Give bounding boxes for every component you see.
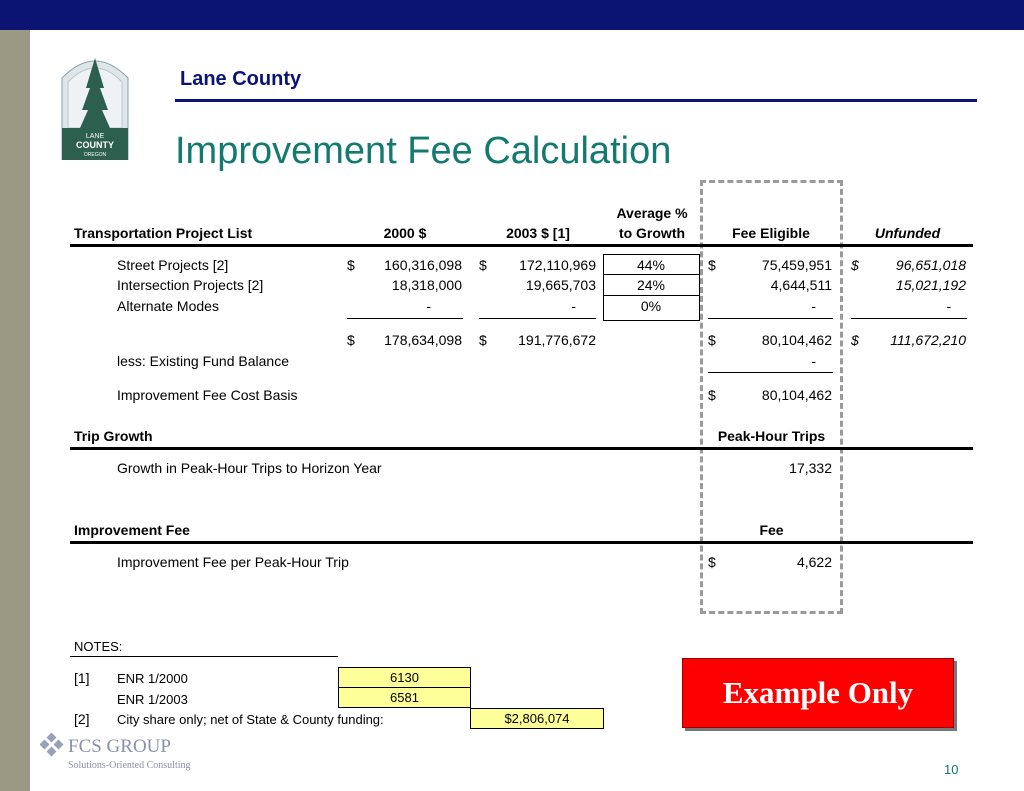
row-alternate-unf: - [946,298,951,314]
header-avg-line1: Average % [616,205,688,221]
row-intersection-fee: 4,644,511 [770,277,832,293]
table2-header-rule [70,447,973,450]
note1b-label: ENR 1/2003 [117,692,188,707]
total-unf: 111,672,210 [890,332,966,348]
growth-trips-label: Growth in Peak-Hour Trips to Horizon Year [117,460,382,476]
header-unfunded: Unfunded [874,225,941,241]
header-fee-eligible: Fee Eligible [732,225,810,241]
subtotal-rule-2003 [479,318,596,319]
row-alternate-2003: - [571,298,576,314]
note2-label: City share only; net of State & County funding: [117,712,384,727]
subtotal-rule-2000 [347,318,463,319]
less-fund-label: less: Existing Fund Balance [117,353,289,369]
fee-per-trip-sym: $ [708,554,716,570]
row-alternate-fee: - [811,298,816,314]
note1b-value: 6581 [338,687,471,708]
row-alternate-2000: - [426,298,431,314]
lane-county-logo [58,48,132,160]
peak-hour-trips-header: Peak-Hour Trips [717,428,826,444]
total-fee: 80,104,462 [761,332,832,348]
row-alternate-label: Alternate Modes [117,298,219,314]
row-street-2000-sym: $ [347,257,355,273]
avg-box-divider-2 [603,295,700,296]
fee-per-trip-label: Improvement Fee per Peak-Hour Trip [117,554,349,570]
fcs-group-logo [40,732,220,772]
trip-growth-heading: Trip Growth [74,428,153,444]
note2-marker: [2] [74,711,90,727]
total-fee-sym: $ [708,332,716,348]
less-fund-value: - [811,353,816,369]
page-number: 10 [944,762,959,777]
header-project-list: Transportation Project List [74,225,253,241]
cost-basis-sym: $ [708,387,716,403]
svg-text:FCS GROUP: FCS GROUP [68,736,171,757]
example-only-stamp: Example Only [682,658,954,728]
svg-text:Solutions-Oriented Consulting: Solutions-Oriented Consulting [68,760,191,771]
header-rule [175,99,977,102]
fee-per-trip-value: 4,622 [796,554,832,570]
subtotal-rule-fee [708,318,833,319]
row-intersection-label: Intersection Projects [2] [117,277,264,293]
page-title: Improvement Fee Calculation [175,130,672,172]
header-2003: 2003 $ [1] [506,225,570,241]
row-street-fee-sym: $ [708,257,716,273]
avg-box-divider-1 [603,274,700,275]
improvement-fee-heading: Improvement Fee [74,522,190,538]
table1-header-rule [70,244,973,247]
left-bar [0,30,30,791]
row-street-unf: 96,651,018 [895,257,966,273]
row-street-fee: 75,459,951 [761,257,832,273]
row-street-2003: 172,110,969 [519,257,596,273]
cost-basis-label: Improvement Fee Cost Basis [117,387,298,403]
total-2003: 191,776,672 [518,332,596,348]
subtotal-rule-unf [851,318,967,319]
total-2003-sym: $ [479,332,487,348]
growth-trips-value: 17,332 [789,460,832,476]
notes-title: NOTES: [74,639,123,654]
row-street-2003-sym: $ [479,257,487,273]
cost-basis-value: 80,104,462 [761,387,832,403]
row-intersection-2003: 19,665,703 [525,277,596,293]
total-2000-sym: $ [347,332,355,348]
row-street-label: Street Projects [2] [117,257,229,273]
avg-percent-box [603,254,700,321]
notes-rule [70,656,338,657]
header-avg-line2: to Growth [618,225,686,241]
total-2000: 178,634,098 [384,332,462,348]
row-intersection-unf: 15,021,192 [895,277,966,293]
total-unf-sym: $ [851,332,859,348]
header-2000: 2000 $ [383,225,427,241]
note1a-value: 6130 [338,667,471,688]
top-bar [0,0,1024,30]
row-intersection-avg: 24% [636,277,666,293]
note1-marker: [1] [74,670,90,686]
row-alternate-avg: 0% [640,298,662,314]
row-street-avg: 44% [636,257,666,273]
fee-header: Fee [759,522,784,538]
row-intersection-2000: 18,318,000 [391,277,462,293]
less-fund-rule [708,372,833,373]
note2-value: $2,806,074 [470,708,604,729]
row-street-unf-sym: $ [851,257,859,273]
note1a-label: ENR 1/2000 [117,671,188,686]
svg-text:COUNTY: COUNTY [76,140,114,150]
county-name: Lane County [180,68,302,90]
svg-text:OREGON: OREGON [83,152,107,158]
row-street-2000: 160,316,098 [384,257,462,273]
svg-text:LANE: LANE [85,133,105,140]
table3-header-rule [70,541,973,544]
